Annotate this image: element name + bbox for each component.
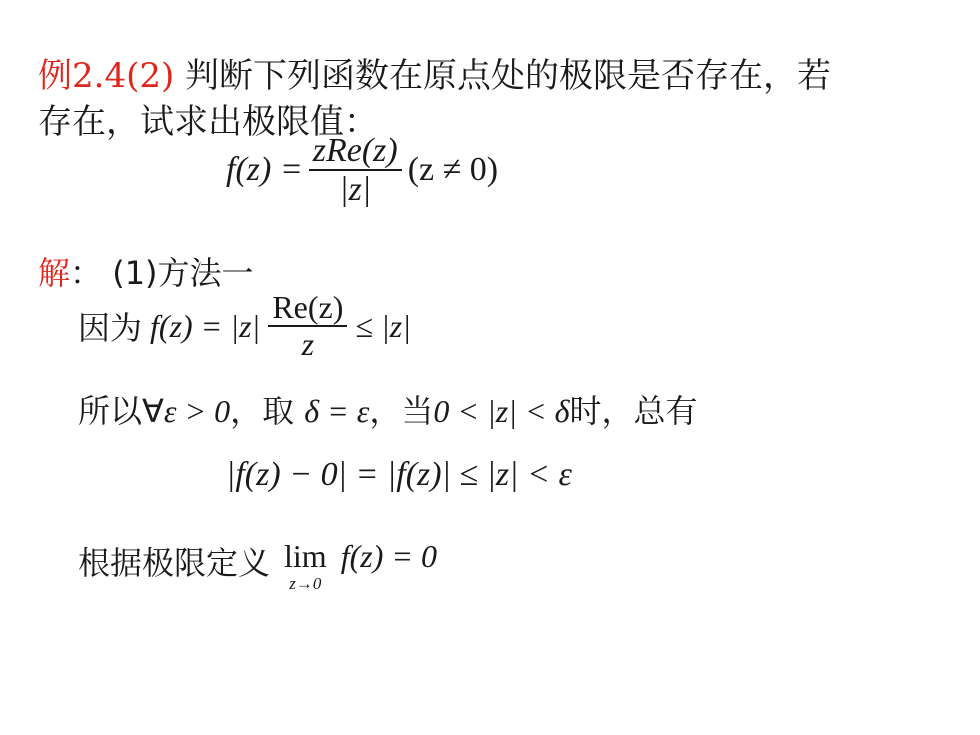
- when-end: 时，总有: [569, 392, 698, 430]
- formula-lhs: f(z) =: [226, 151, 303, 189]
- solution-colon: ：: [70, 254, 103, 292]
- limit-operator: [284, 538, 327, 592]
- problem-heading: [38, 48, 831, 97]
- ineq1-lhs: f(z) = |z|: [150, 307, 261, 344]
- so-prefix: 所以∀: [78, 392, 164, 430]
- formula-condition: (z ≠ 0): [407, 151, 499, 189]
- example-label: 例2.4(2): [38, 56, 175, 96]
- formula-denominator: |z|: [339, 171, 372, 209]
- epsilon-delta-line: [78, 386, 698, 432]
- range-expr: 0 < |z| < δ: [433, 393, 570, 429]
- lim-subscript: z→0: [289, 574, 322, 593]
- delta-equals: δ = ε: [304, 393, 370, 429]
- epsilon-condition: ε > 0: [163, 393, 231, 429]
- ineq1-rhs: ≤ |z|: [355, 307, 411, 344]
- ineq1-fraction: [268, 290, 347, 362]
- because-line: [78, 290, 411, 362]
- take-text: ，取: [230, 392, 295, 430]
- formula-numerator: zRe(z): [312, 132, 398, 169]
- by-definition-text: 根据极限定义: [78, 544, 271, 582]
- because-text: 因为: [78, 309, 143, 348]
- lim-text: lim: [284, 538, 327, 574]
- method-label: (1)方法一: [112, 254, 254, 292]
- formula-fraction: [309, 132, 402, 209]
- solution-label: 解: [38, 254, 71, 292]
- main-formula: [226, 132, 498, 209]
- problem-text-line2: 存在，试求出极限值：: [38, 102, 378, 142]
- when-text: ，当: [369, 392, 434, 430]
- limit-result: f(z) = 0: [340, 538, 437, 574]
- solution-heading: [38, 248, 254, 294]
- ineq1-denominator: z: [301, 326, 315, 363]
- ineq1-numerator: Re(z): [272, 289, 344, 325]
- problem-text-line1: 判断下列函数在原点处的极限是否存在，若: [185, 56, 832, 96]
- inequality-chain: |f(z) − 0| = |f(z)| ≤ |z| < ε: [226, 456, 572, 493]
- conclusion-line: [78, 538, 437, 592]
